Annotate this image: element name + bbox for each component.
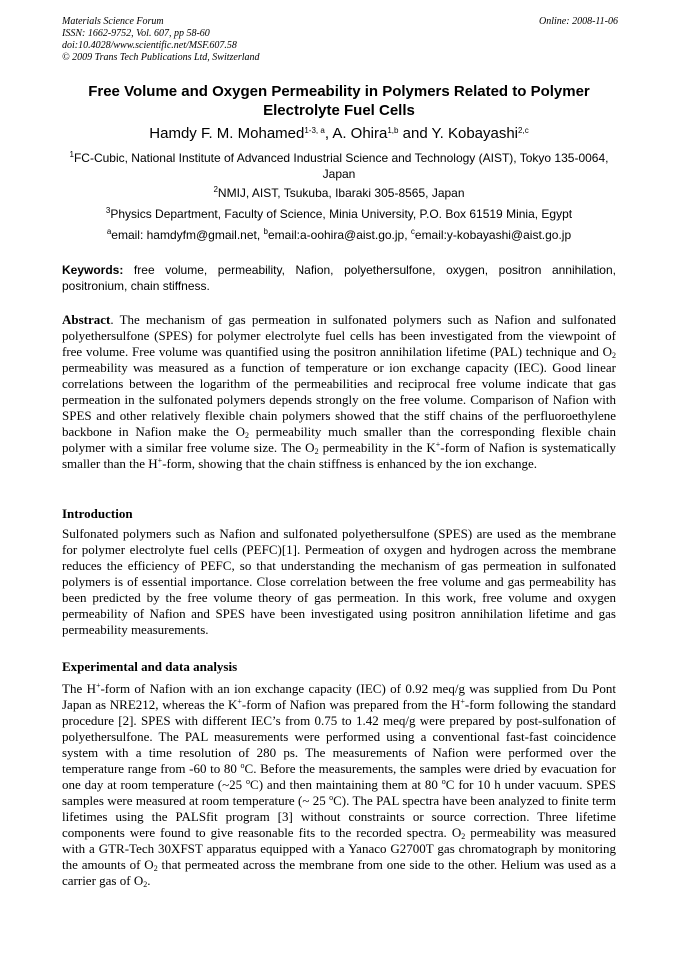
journal-copyright: © 2009 Trans Tech Publications Ltd, Switzerland: [62, 52, 260, 63]
body-text: The H: [62, 681, 96, 696]
introduction-text: Sulfonated polymers such as Nafion and sulfonated polyethersulfone (SPES) are used as the membrane for polymer electrolyte fuel cells (PEFC)[1]. Permeation of oxygen and hydrogen across the membrane reduces the efficiency of PEFC, so that understanding the mechanism of gas permeation in sulfonated polymers is of essential importance. Close correlation between the free volume and gas permeability has been predicted by the free volume theory of gas permeation. In this work, free volume and oxygen permeability of Nafion and SPES have been investigated using positron annihilation lifetime and gas permeability measurements.: [62, 526, 616, 637]
affiliation-text: FC-Cubic, National Institute of Advanced Industrial Science and Technology (AIST), Tokyo 135-0064, Japan: [73, 151, 609, 181]
body-text: -form following the standard procedure [2]. SPES with different IEC’s from 0.75 to 1.42 meq/g were prepared by post-sulfonation of polyethersulfone. The PAL measurements were performed using a conventional fast-fast coincidence system with a time resolution of 280 ps. The measurements of Nafion were performed over the temperature range from -60 to 80: [62, 697, 616, 776]
subscript: 2: [461, 832, 466, 841]
online-date: Online: 2008-11-06: [539, 16, 618, 27]
email-text: email:y-kobayashi@aist.go.jp: [414, 228, 572, 242]
email-text: email:a-oohira@aist.go.jp,: [267, 228, 411, 242]
body-text: that permeated across the membrane from one side to the other. Helium was used as a carrier gas of O: [62, 857, 616, 888]
email-line: [62, 227, 616, 243]
superscript: +: [435, 440, 441, 449]
body-text: C for 10 h under vacuum. SPES samples were measured at room temperature (~ 25: [62, 777, 616, 808]
author-name: and Y. Kobayashi: [398, 125, 519, 142]
body-text: .: [147, 873, 151, 888]
superscript: +: [157, 456, 163, 465]
keywords: [62, 262, 616, 294]
experimental-text: [62, 681, 616, 889]
subscript: 2: [314, 447, 319, 456]
abstract: [62, 312, 616, 472]
affiliation-marker: 1: [69, 150, 74, 159]
author-superscript: 2,c: [518, 126, 529, 135]
experimental-heading: Experimental and data analysis: [62, 659, 238, 674]
journal-issn: ISSN: 1662-9752, Vol. 607, pp 58-60: [62, 28, 210, 39]
superscript: +: [237, 697, 242, 706]
abstract-text: -form, showing that the chain stiffness is enhanced by the ion exchange.: [162, 456, 538, 471]
body-text: C). The PAL spectra have been analyzed to finite term lifetimes using the PALSfit program [3] without constraints or source correction. Three lifetime components were found to give reasonable fits to the recorded spectra. O: [62, 793, 616, 840]
email-marker: a: [106, 227, 112, 236]
affiliation-1: [62, 150, 616, 182]
paper-title: Free Volume and Oxygen Permeability in Polymers Related to Polymer Electrolyte Fuel Cells: [88, 83, 590, 119]
superscript: +: [95, 681, 101, 690]
abstract-text: -form of Nafion is systematically smaller than the H: [62, 440, 616, 471]
affiliation-2: [62, 185, 616, 201]
superscript: o: [246, 777, 251, 786]
abstract-text: . The mechanism of gas permeation in sulfonated polymers such as Nafion and sulfonated polyethersulfone (SPES) for polymer electrolyte fuel cells has been investigated from the viewpoint of free volume. Free volume was quantified using the positron annihilation lifetime (PAL) technique and O: [62, 312, 616, 359]
affiliation-marker: 3: [105, 206, 111, 215]
affiliation-text: Physics Department, Faculty of Science, Minia University, P.O. Box 61519 Minia, Egypt: [110, 207, 573, 221]
email-marker: b: [263, 227, 268, 236]
journal-doi: doi:10.4028/www.scientific.net/MSF.607.58: [62, 40, 237, 51]
author-name: Hamdy F. M. Mohamed: [149, 125, 305, 142]
abstract-text: permeability in the K: [318, 440, 436, 455]
journal-name: Materials Science Forum: [62, 16, 164, 27]
superscript: o: [240, 761, 245, 770]
author-separator: , A. Ohira: [324, 125, 388, 142]
superscript: o: [329, 793, 334, 802]
keywords-text: free volume, permeability, Nafion, polyethersulfone, oxygen, positron annihilation, positronium, chain stiffness.: [62, 263, 616, 293]
email-text: email: hamdyfm@gmail.net,: [111, 228, 264, 242]
journal-header: [62, 16, 618, 64]
body-text: C. Before the measurements, the samples were dried by evacuation for one day at room temperature (~25: [62, 761, 616, 792]
subscript: 2: [612, 351, 616, 360]
author-superscript: 1,b: [387, 126, 399, 135]
affiliation-3: [62, 206, 616, 222]
subscript: 2: [244, 431, 249, 440]
body-text: permeability was measured with a GTR-Tech 30XFST apparatus equipped with a Yanaco G2700T gas chromatograph by monitoring the amounts of O: [62, 825, 616, 872]
author-list: [50, 124, 628, 143]
introduction-heading: Introduction: [62, 506, 133, 521]
abstract-text: permeability was measured as a function of temperature or ion exchange capacity (IEC). Good linear correlations between the logarithm of the permeabilities and reciprocal free volume indicate that gas permeation in the sulfonated polymers depends strongly on the free volume. Comparison of Nafion with SPES and other relatively flexible chain polymers showed that the stiff chains of the perfluoroethylene backbone in Nafion make the O: [62, 360, 616, 439]
body-text: -form of Nafion with an ion exchange capacity (IEC) of 0.92 meq/g was supplied from Du Pont Japan as NRE212, whereas the K: [62, 681, 616, 712]
abstract-text: permeability much smaller than the corresponding flexible chain polymer with a similar free volume size. The O: [62, 424, 616, 455]
body-text: -form of Nafion was prepared from the H: [241, 697, 461, 712]
affiliation-marker: 2: [213, 185, 218, 194]
subscript: 2: [153, 864, 158, 873]
affiliation-text: NMIJ, AIST, Tsukuba, Ibaraki 305-8565, Japan: [217, 186, 465, 200]
keywords-label: Keywords:: [62, 263, 124, 277]
author-superscript: 1-3, a: [304, 126, 325, 135]
superscript: o: [441, 777, 446, 786]
email-marker: c: [410, 227, 415, 236]
abstract-label: Abstract: [62, 312, 111, 327]
subscript: 2: [143, 880, 148, 889]
body-text: C) and then maintaining them at 80: [250, 777, 442, 792]
superscript: +: [460, 697, 465, 706]
